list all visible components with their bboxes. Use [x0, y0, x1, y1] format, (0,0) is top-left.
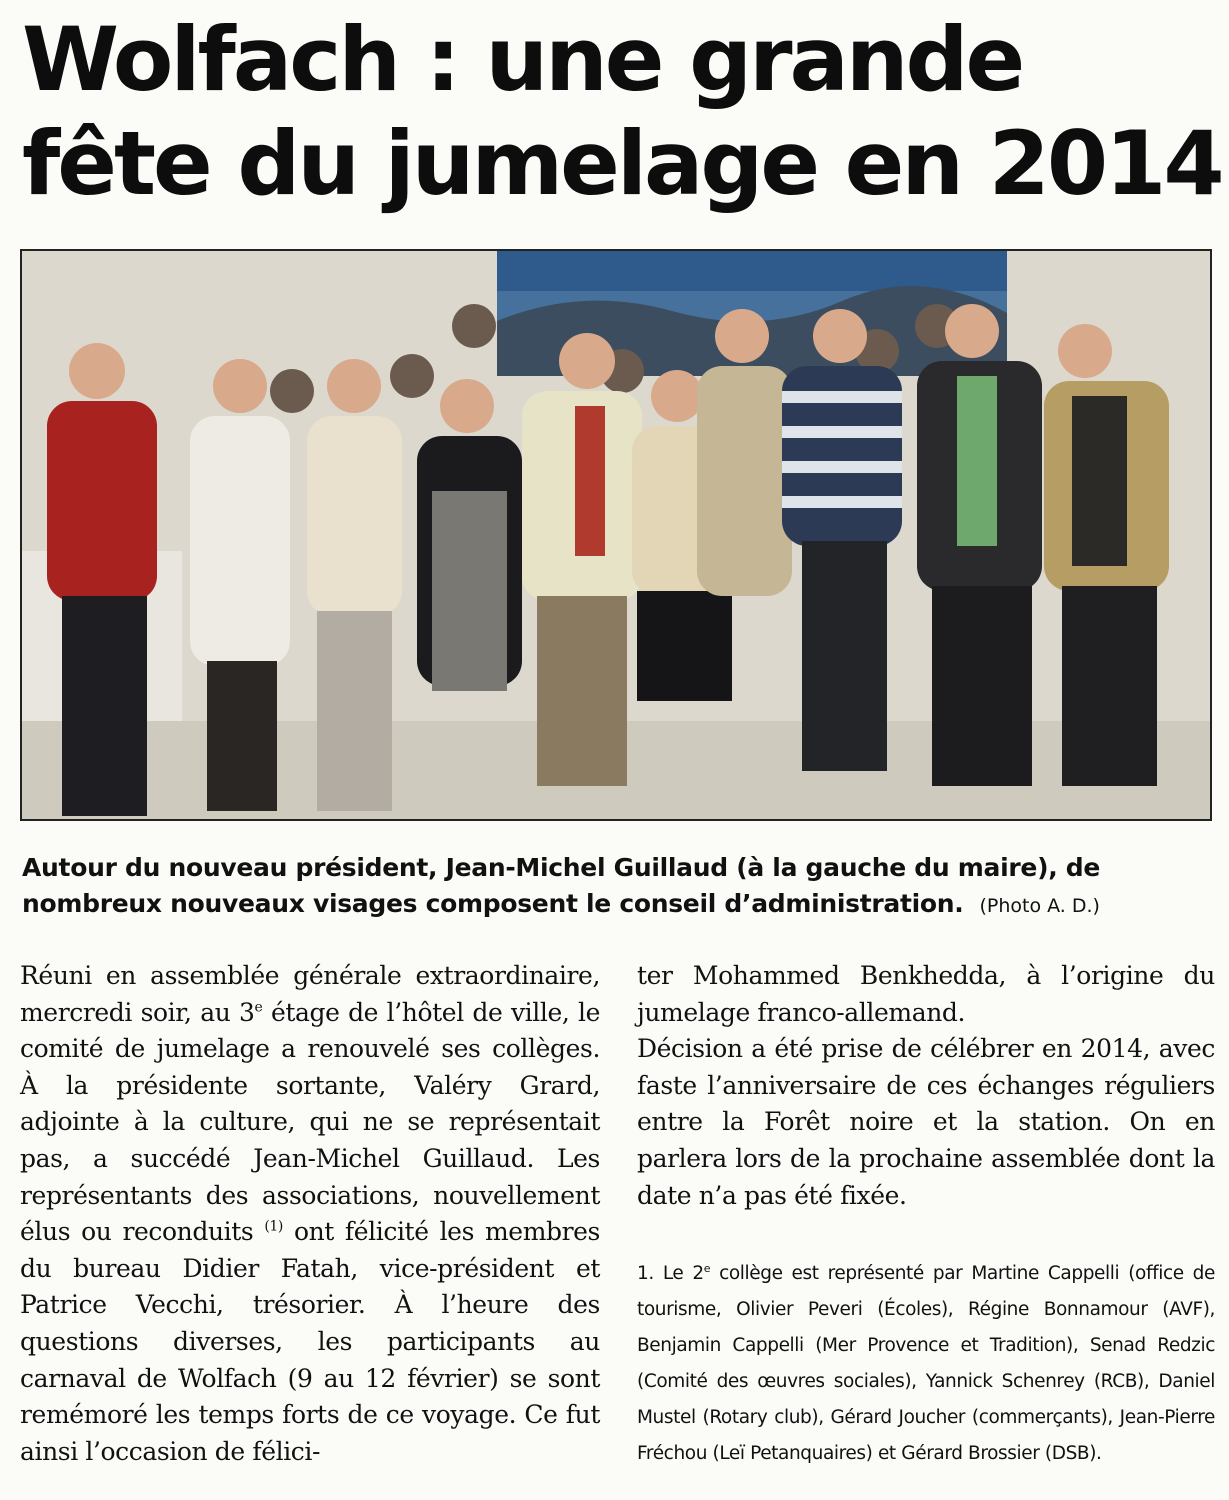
article-paragraph	[20, 958, 600, 1470]
headline-line-1: Wolfach : une grande	[22, 8, 1023, 111]
superscript: e	[703, 1261, 711, 1275]
article-paragraph: Décision a été prise de célébrer en 2014, avec faste l’anniversaire de ces échanges réguliers entre la Forêt noire et la station. On en parlera lors de la prochaine assemblée dont la date n’a pas été fixée.	[637, 1034, 1215, 1210]
text-run: 1. Le 2	[637, 1263, 704, 1284]
photo-credit: (Photo A. D.)	[979, 895, 1100, 917]
superscript: e	[254, 999, 263, 1016]
caption-text: Autour du nouveau président, Jean-Michel Guillaud (à la gauche du maire), de nombreux nouveaux visages composent le conseil d’administration.	[22, 853, 1101, 918]
photo-caption	[22, 850, 1217, 924]
footnote	[637, 1256, 1215, 1472]
headline-line-2: fête du jumelage en 2014	[22, 112, 1222, 215]
text-run: étage de l’hôtel de ville, le comité de jumelage a renouvelé ses collèges. À la présidente sortante, Valéry Grard, adjointe à la culture, qui ne se représentait pas, a succédé Jean-Michel Guillaud. Les représentants des associations, nouvellement élus ou reconduits	[20, 997, 600, 1247]
article-column-left	[20, 958, 600, 1470]
footnote-marker: (1)	[264, 1218, 283, 1235]
group-photo	[20, 249, 1212, 821]
text-run: collège est représenté par Martine Cappelli (office de tourisme, Olivier Peveri (Écoles), Régine Bonnamour (AVF), Benjamin Cappelli (Mer Provence et Tradition), Senad Redzic (Comité des œuvres sociales), Yannick Schenrey (RCB), Daniel Mustel (Rotary club), Gérard Joucher (commerçants), Jean-Pierre Fréchou (Leï Petanquaires) et Gérard Brossier (DSB).	[637, 1263, 1215, 1464]
headline	[22, 8, 1222, 216]
text-run: Réuni en assemblée générale extraordinaire, mercredi soir, au 3	[20, 961, 600, 1027]
text-run: ont félicité les membres du bureau Didier Fatah, vice-président et Patrice Vecchi, trésorier. À l’heure des questions diverses, les participants au carnaval de Wolfach (9 au 12 février) se sont remémoré les temps forts de ce voyage. Ce fut ainsi l’occasion de félici-	[20, 1217, 600, 1466]
group-photo-icon	[22, 251, 1210, 819]
article-column-right	[637, 958, 1215, 1214]
article-paragraph: ter Mohammed Benkhedda, à l’origine du jumelage franco-allemand.	[637, 961, 1215, 1027]
